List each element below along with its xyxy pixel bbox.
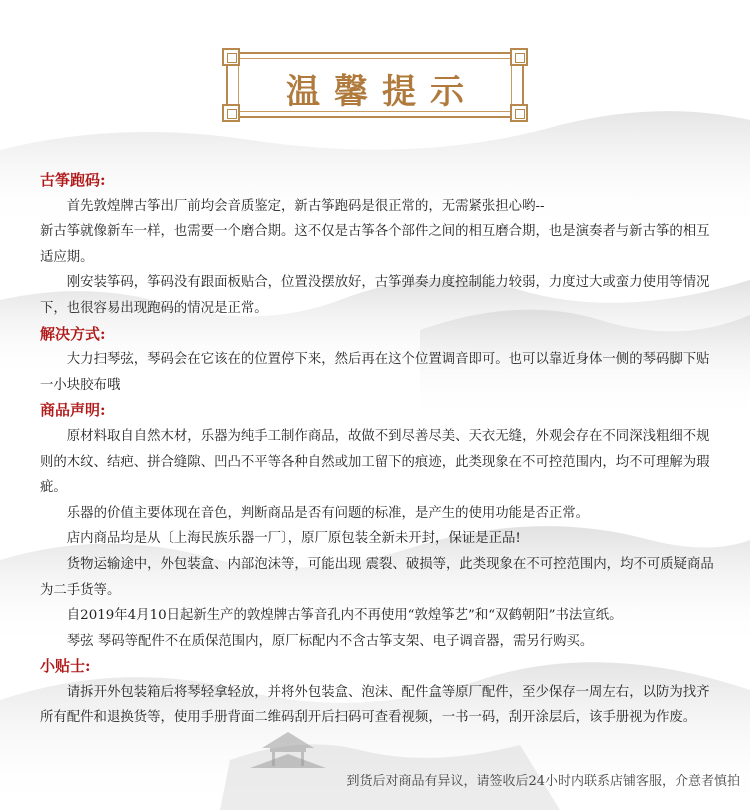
title-frame xyxy=(226,52,524,118)
paragraph: 请拆开外包装箱后将琴轻拿轻放，并将外包装盒、泡沫、配件盒等原厂配件，至少保存一周左右，以防为找齐所有配件和退换货等，使用手册背面二维码刮开后扫码可查看视频，一书一码，刮开涂层后，该手册视为作废。 xyxy=(40,684,710,726)
section-heading: 古筝跑码: xyxy=(40,171,106,189)
paragraph: 新古筝就像新车一样，也需要一个磨合期。这不仅是古筝各个部件之间的相互磨合期，也是演奏者与新古筝的相互适应期。 xyxy=(40,224,710,265)
paragraph: 货物运输途中，外包装盒、内部泡沫等，可能出现 震裂、破损等，此类现象在不可控范围内，均不可质疑商品为二手货等。 xyxy=(40,556,714,598)
paragraph: 刚安装筝码，筝码没有跟面板贴合，位置没摆放好，古筝弹奏力度控制能力较弱，力度过大或蛮力使用等情况下，也很容易出现跑码的情况是正常。 xyxy=(40,275,710,316)
paragraph: 店内商品均是从〔上海民族乐器一厂〕，原厂原包装全新未开封，保证是正品! xyxy=(66,531,521,547)
paragraph: 原材料取自自然木材，乐器为纯手工制作商品，故做不到尽善尽美、天衣无缝，外观会存在不同深浅粗细不规则的木纹、结疤、拼合缝隙、凹凸不平等各种自然或加工留下的痕迹，此类现象在不可控范围内，均不可理解为瑕疵。 xyxy=(40,428,710,496)
paragraph: 首先敦煌牌古筝出厂前均会音质鉴定，新古筝跑码是很正常的，无需紧张担心哟-- xyxy=(66,198,545,214)
paragraph: 大力扫琴弦，琴码会在它该在的位置停下来，然后再在这个位置调音即可。也可以靠近身体一侧的琴码脚下贴一小块胶布哦 xyxy=(40,352,710,393)
paragraph: 自2019年4月10日起新生产的敦煌牌古筝音孔内不再使用“敦煌筝艺”和“双鹤朝阳”书法宣纸。 xyxy=(66,608,623,624)
page-title: 温馨提示 xyxy=(286,72,478,112)
section-heading: 解决方式: xyxy=(40,324,106,343)
footer-note: 到货后对商品有异议，请签收后24小时内联系店铺客服，介意者慎拍 xyxy=(346,774,740,789)
paragraph: 琴弦 琴码等配件不在质保范围内，原厂标配内不含古筝支架、电子调音器，需另行购买。 xyxy=(66,633,594,649)
section-heading: 商品声明: xyxy=(40,401,106,420)
paragraph: 乐器的价值主要体现在音色，判断商品是否有问题的标准，是产生的使用功能是否正常。 xyxy=(66,505,590,521)
notice-content xyxy=(40,168,720,731)
section-heading: 小贴士: xyxy=(40,657,91,676)
